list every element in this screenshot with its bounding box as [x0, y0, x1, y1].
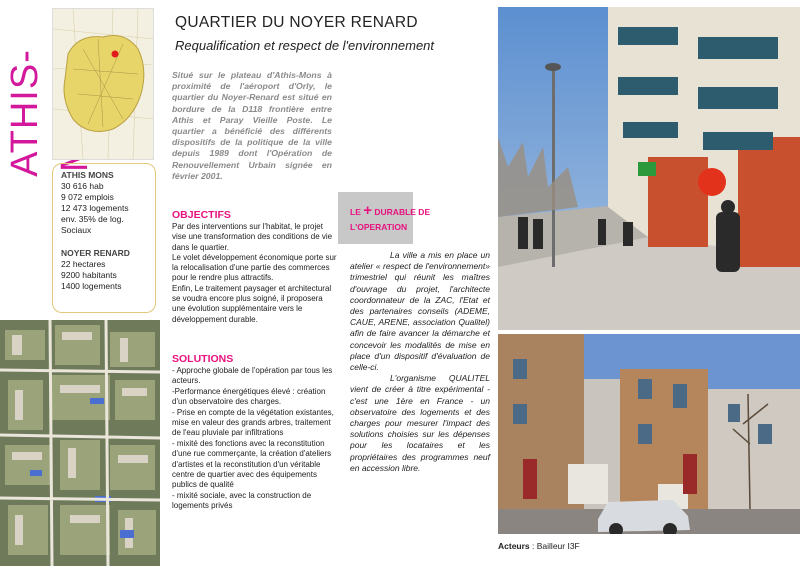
acteurs-label: Acteurs — [498, 541, 530, 551]
city-stats-heading: ATHIS MONS — [61, 170, 114, 180]
acteurs-caption — [498, 541, 580, 551]
solutions-heading: SOLUTIONS — [172, 353, 234, 365]
plus-icon: + — [363, 202, 373, 219]
district-stat-line: 9200 habitants — [61, 270, 117, 280]
durable-heading-pre: LE — [350, 207, 361, 217]
solutions-list — [172, 366, 337, 512]
page-title: QUARTIER DU NOYER RENARD — [175, 14, 418, 31]
intro-paragraph: Situé sur le plateau d'Athis-Mons à proximité de l'aéroport d'Orly, le quartier du Noyer-Renard est situé en bordure de la D118 frontière entre Athis et Paray Vieille Poste. Le quartier a bénéficié des différents dispositifs de la politique de la ville depuis 1989 dont l'Opération de Renouvellement Urbain signée en février 2001. — [172, 70, 332, 181]
solutions-item: - Prise en compte de la végétation existantes, mise en valeur des grands arbres, traitement de l'eau pluviale par infiltrations — [172, 407, 334, 438]
city-title: ATHIS- — [4, 49, 46, 177]
solutions-item: - mixité des fonctions avec la reconstitution d'une rue commerçante, la création d'ateliers d'artistes et la reconstitution d'un véritable centre de quartier avec des équipements publics de qualité — [172, 438, 332, 490]
durable-paragraph: L'organisme QUALITEL vient de créer à titre expérimental - c'est une 1ère en France - un observatoire des logements et des charges pour mesurer l'impact des solutions choisies sur les dépenses pour les locataires et les propriétaires des programmes neuf en accession libre. — [350, 373, 490, 473]
city-stat-line: 9 072 emplois — [61, 192, 114, 202]
durable-heading-post: DURABLE DE L'OPERATION — [350, 207, 431, 232]
city-stat-line: 12 473 logements — [61, 203, 129, 213]
objectifs-paragraph: Par des interventions sur l'habitat, le projet vise une transformation des conditions de vie dans le quartier. — [172, 222, 333, 252]
durable-body — [350, 250, 490, 474]
city-stat-line: env. 35% de log. Sociaux — [61, 214, 124, 235]
district-stat-line: 1400 logements — [61, 281, 122, 291]
durable-paragraph: La ville a mis en place un atelier « respect de l'environnement» trimestriel qui réunit les maîtres d'ouvrage du projet, l'architecte coordonnateur de la ZAC, l'Etat et des partenaires conseils (ADEME, CAUE, ARENE, association Qualitel) afin de faire avancer la démarche et concevoir les modalités de mise en place d'un dispositif d'évaluation de celle-ci. — [350, 250, 490, 373]
solutions-item: -Performance énergétiques élevé : création d'un observatoire des charges. — [172, 386, 326, 407]
objectifs-body — [172, 222, 337, 325]
region-map-image — [53, 9, 153, 159]
solutions-item: - mixité sociale, avec la construction de logements privés — [172, 490, 312, 511]
durable-heading — [350, 203, 450, 235]
buildings-photo-image — [498, 334, 800, 534]
buildings-photo — [498, 334, 800, 534]
aerial-plan-image — [0, 320, 160, 566]
aerial-plan — [0, 320, 160, 566]
acteurs-value: : Bailleur I3F — [532, 541, 580, 551]
district-stats-heading: NOYER RENARD — [61, 248, 130, 258]
region-map — [52, 8, 154, 160]
stats-box — [52, 163, 156, 313]
city-stat-line: 30 616 hab — [61, 181, 104, 191]
street-photo-image — [498, 7, 800, 330]
solutions-item: - Approche globale de l'opération par tous les acteurs. — [172, 366, 333, 386]
objectifs-paragraph: Le volet développement économique porte sur la relocalisation d'une partie des commerces pour le rendre plus attractifs. — [172, 252, 337, 283]
street-photo — [498, 7, 800, 330]
page-subtitle: Requalification et respect de l'environnement — [175, 38, 435, 53]
objectifs-heading: OBJECTIFS — [172, 209, 231, 221]
district-stat-line: 22 hectares — [61, 259, 106, 269]
objectifs-paragraph: Enfin, Le traitement paysager et architectural se voudra encore plus soigné, il proposera une évolution supplémentaire vers le développement durable. — [172, 283, 332, 324]
